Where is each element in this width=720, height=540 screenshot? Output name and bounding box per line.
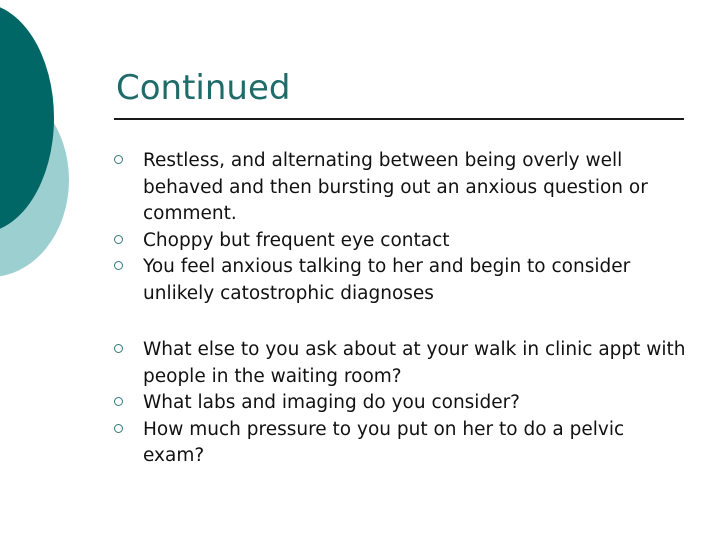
- slide-title: Continued: [116, 68, 291, 108]
- bullet-item: [114, 228, 689, 255]
- title-divider: [114, 118, 684, 120]
- bullet-text: Choppy but frequent eye contact: [143, 229, 450, 251]
- hollow-circle-icon: [114, 235, 123, 244]
- bullet-item: [114, 337, 689, 390]
- bullet-text: What labs and imaging do you consider?: [143, 392, 521, 413]
- hollow-circle-icon: [114, 155, 123, 164]
- hollow-circle-icon: [114, 344, 123, 353]
- decorative-circles: [0, 0, 80, 300]
- bullet-item: [114, 148, 689, 228]
- bullet-list: [114, 148, 689, 470]
- bullet-text: Restless, and alternating between being overly well behaved and then bursting out an anxious question or comment.: [143, 150, 648, 224]
- bullet-item: [114, 417, 689, 470]
- bullet-item: [114, 390, 689, 417]
- hollow-circle-icon: [114, 424, 123, 433]
- hollow-circle-icon: [114, 261, 123, 270]
- bullet-item: [114, 254, 689, 307]
- hollow-circle-icon: [114, 397, 123, 406]
- bullet-text: What else to you ask about at your walk in clinic appt with people in the waiting room?: [143, 339, 686, 387]
- bullet-text: How much pressure to you put on her to do a pelvic exam?: [143, 418, 625, 466]
- bullet-text: You feel anxious talking to her and begin to consider unlikely catostrophic diagnoses: [143, 256, 631, 304]
